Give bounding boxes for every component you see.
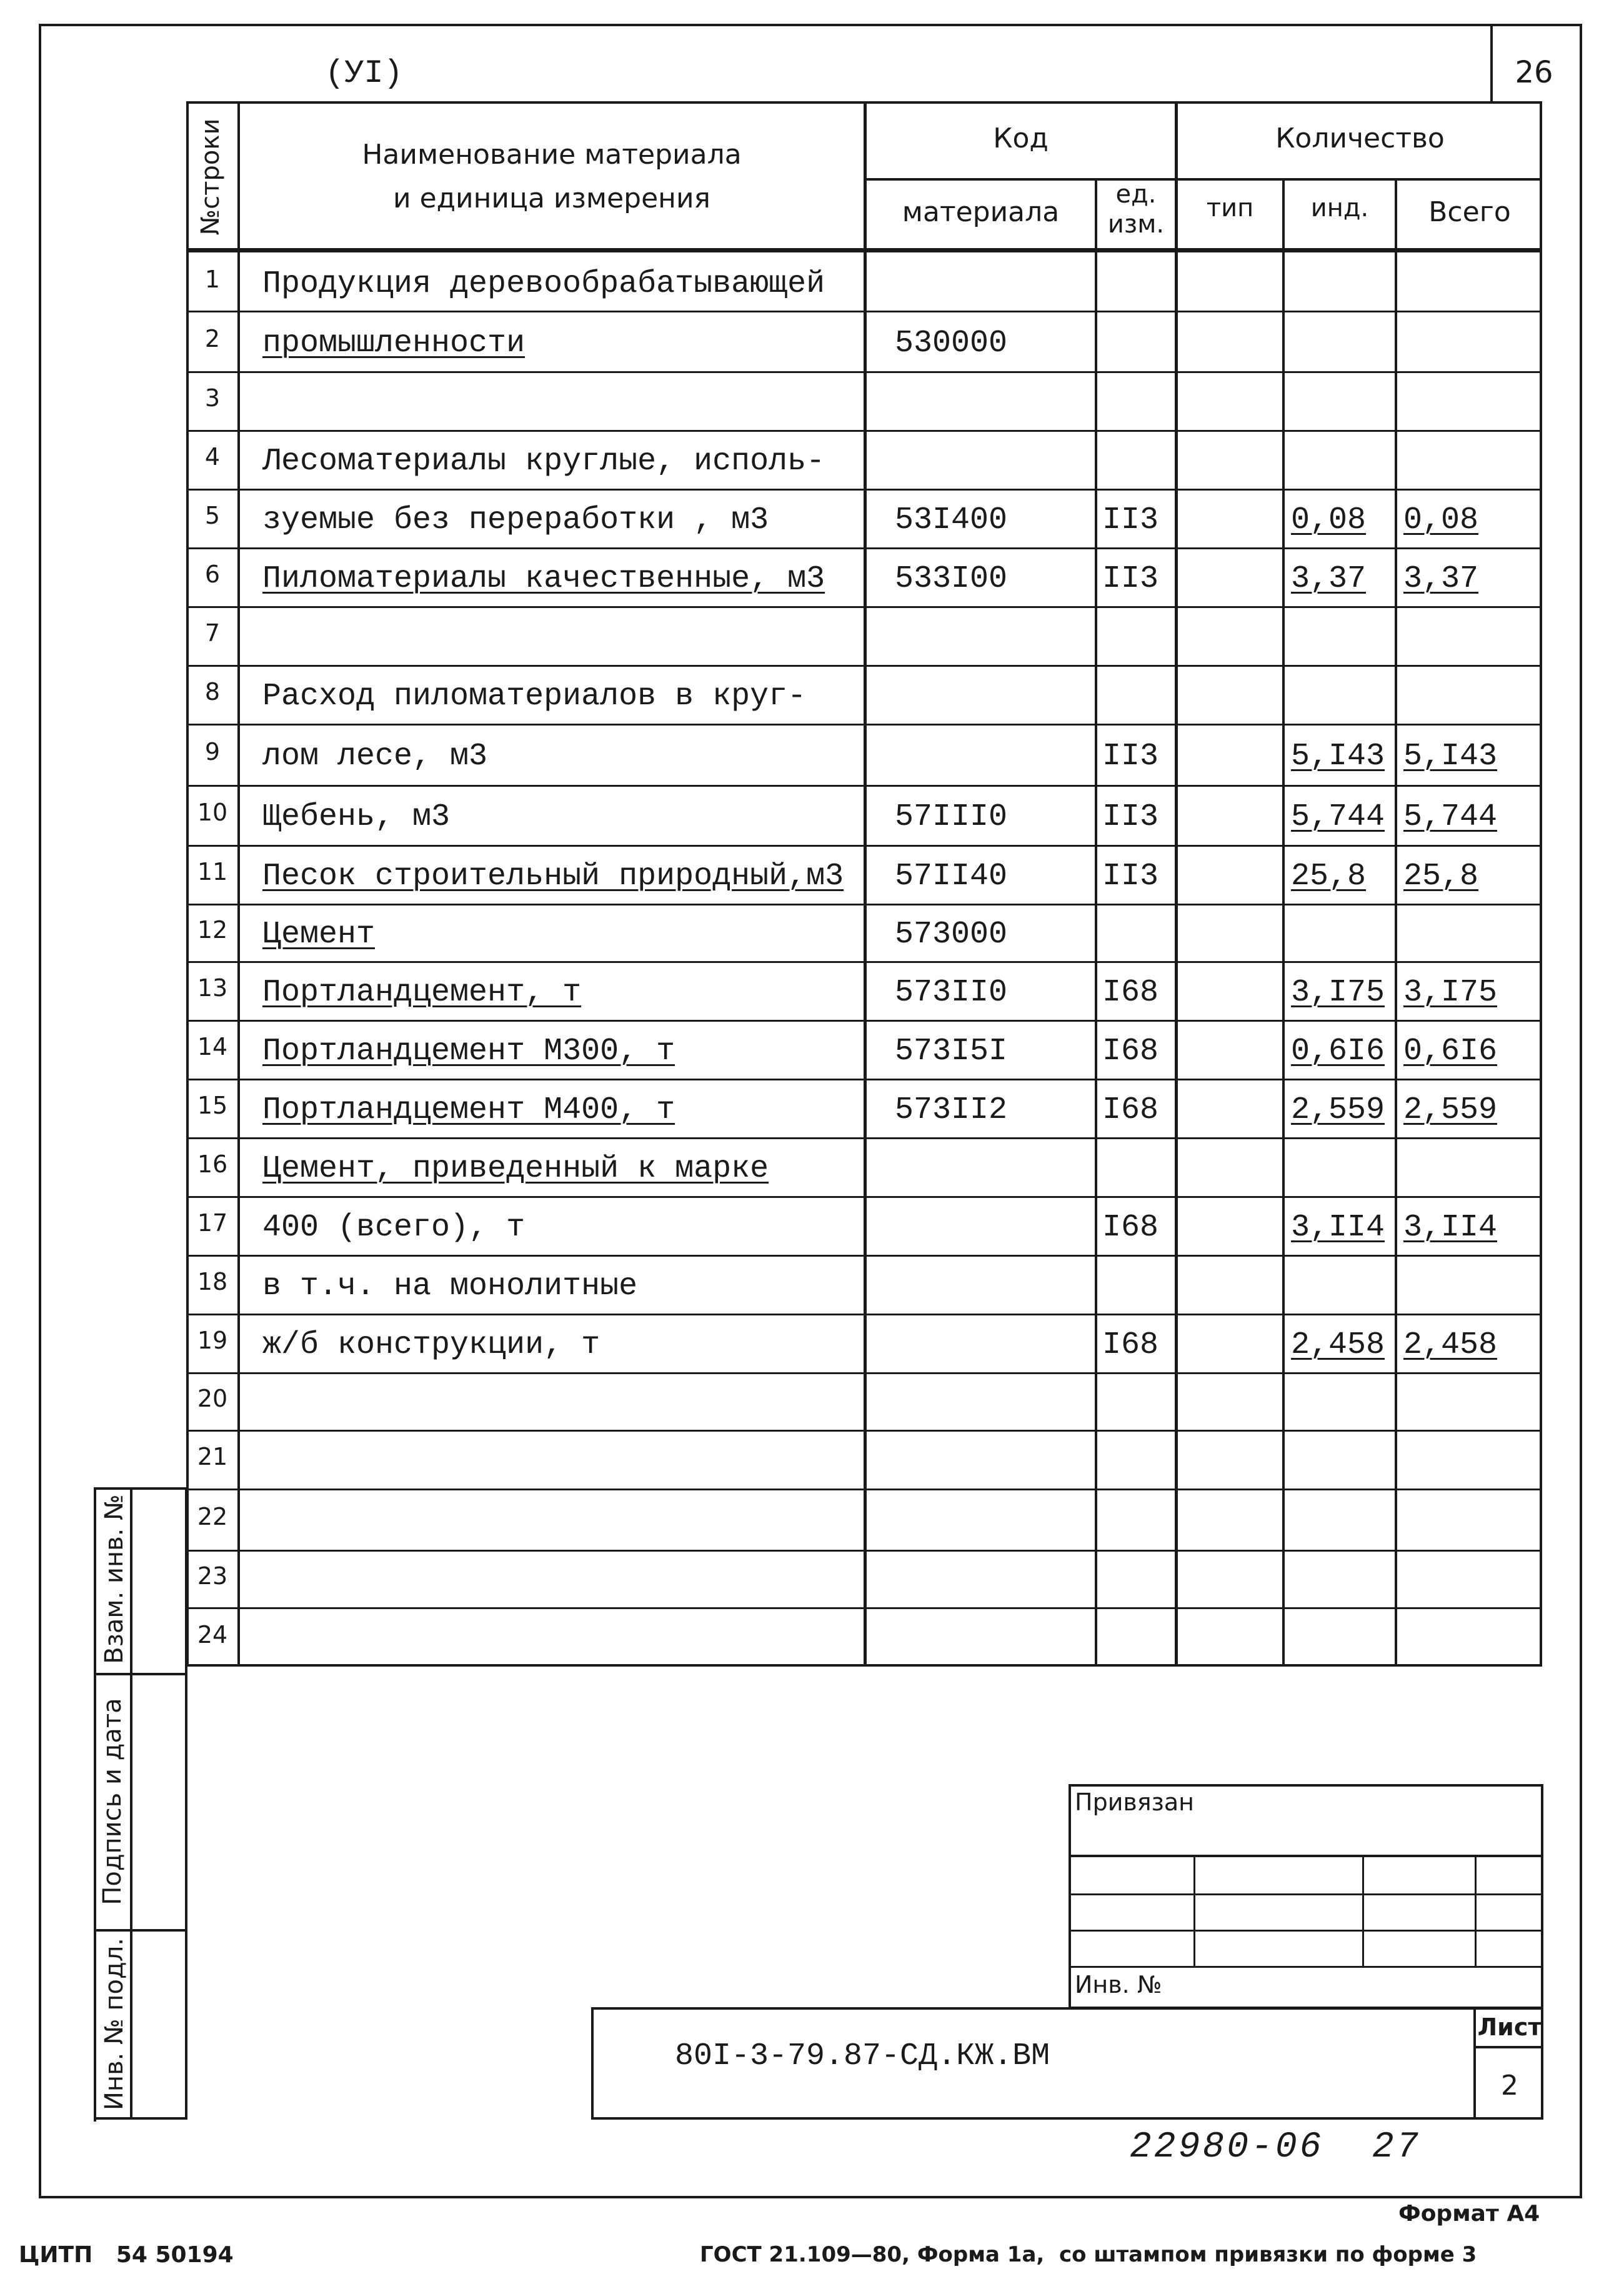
row-divider: [186, 724, 1542, 726]
row-divider: [186, 1489, 1542, 1490]
qty-ind: 2,458: [1291, 1327, 1385, 1363]
side-label-vzam: Взам. инв. №: [100, 1494, 129, 1664]
header-code: Код: [993, 122, 1049, 154]
header-quantity: Количество: [1275, 122, 1445, 154]
row-number: 11: [197, 858, 228, 885]
qty-ind: 3,I75: [1291, 975, 1385, 1010]
list-value: 2: [1501, 2070, 1518, 2102]
header-total: Всего: [1428, 196, 1511, 228]
unit-code: II3: [1102, 739, 1159, 774]
unit-code: II3: [1102, 799, 1159, 835]
qty-total: 0,08: [1403, 502, 1479, 538]
qty-total: 3,I75: [1403, 975, 1498, 1010]
header-name-line1: Наименование материала: [362, 139, 742, 171]
row-divider: [186, 785, 1542, 787]
row-divider: [186, 311, 1542, 312]
qty-ind: 0,08: [1291, 502, 1367, 538]
stamp-privyazan: Привязан: [1075, 1788, 1194, 1816]
stamp-vline-2: [1362, 1855, 1364, 1967]
material-code: 573I5I: [895, 1034, 1008, 1069]
row-number: 21: [197, 1443, 228, 1470]
col-line-name: [864, 101, 867, 1667]
row-number: 4: [204, 443, 221, 471]
qty-ind: 5,I43: [1291, 739, 1385, 774]
material-name: Лесоматериалы круглые, исполь-: [262, 444, 825, 479]
row-number: 19: [197, 1327, 228, 1354]
stamp-line-1: [1069, 1855, 1543, 1857]
material-name: Портландцемент М400, т: [262, 1092, 675, 1128]
material-name: Портландцемент, т: [262, 975, 582, 1010]
material-name: Цемент, приведенный к марке: [262, 1151, 769, 1187]
row-divider: [186, 1550, 1542, 1552]
row-number: 15: [197, 1092, 228, 1119]
material-name: ж/б конструкции, т: [262, 1327, 600, 1363]
stamp-vline-1: [1193, 1855, 1195, 1967]
header-name-line2: и единица измерения: [392, 182, 711, 214]
unit-code: I68: [1102, 1092, 1159, 1128]
unit-code: II3: [1102, 502, 1159, 538]
row-divider: [186, 1430, 1542, 1432]
material-name: Щебень, м3: [262, 799, 451, 835]
list-divider: [1473, 2046, 1543, 2048]
material-name: Пиломатериалы качественные, м3: [262, 561, 825, 597]
material-code: 573000: [895, 917, 1008, 952]
row-divider: [186, 606, 1542, 608]
row-number: 7: [204, 619, 221, 647]
row-number: 6: [204, 561, 221, 588]
unit-code: II3: [1102, 561, 1159, 597]
col-line-ind: [1395, 178, 1397, 1667]
side-stamp-divider-2: [94, 1929, 187, 1932]
format-label: Формат А4: [1398, 2201, 1540, 2227]
qty-total: 3,II4: [1403, 1210, 1498, 1245]
row-divider: [186, 1607, 1542, 1609]
page-number-divider: [1490, 24, 1493, 104]
row-number: 18: [197, 1268, 228, 1295]
qty-total: 3,37: [1403, 561, 1479, 597]
row-divider: [186, 961, 1542, 963]
row-number: 17: [197, 1209, 228, 1237]
header-row-number: №строки: [196, 118, 225, 236]
list-label: Лист: [1477, 2013, 1542, 2041]
row-divider: [186, 665, 1542, 667]
material-name: Портландцемент М300, т: [262, 1034, 675, 1069]
stamp-line-3: [1069, 1930, 1543, 1932]
material-code: 533I00: [895, 561, 1008, 597]
material-name: в т.ч. на монолитные: [262, 1269, 638, 1304]
row-number: 3: [204, 384, 221, 412]
material-name: промышленности: [262, 325, 526, 361]
material-name: зуемые без переработки , м3: [262, 502, 769, 538]
col-line-type: [1282, 178, 1285, 1667]
col-line-unit: [1095, 178, 1097, 1667]
row-number: 14: [197, 1033, 228, 1060]
col-line-rowno: [237, 101, 240, 1667]
side-stamp-divider-1: [94, 1673, 187, 1675]
row-number: 2: [204, 324, 221, 352]
sheet-marker: (УI): [325, 55, 403, 92]
row-divider: [186, 1079, 1542, 1080]
row-number: 13: [197, 974, 228, 1002]
qty-total: 2,458: [1403, 1327, 1498, 1363]
row-number: 22: [197, 1503, 228, 1530]
row-divider: [186, 1020, 1542, 1022]
material-name: 400 (всего), т: [262, 1210, 526, 1245]
material-name: Продукция деревообрабатывающей: [262, 266, 825, 302]
page-number: 26: [1515, 55, 1553, 90]
header-unit-line2: изм.: [1107, 210, 1165, 239]
material-code: 573II0: [895, 975, 1008, 1010]
material-name: Расход пиломатериалов в круг-: [262, 679, 807, 714]
row-number: 23: [197, 1562, 228, 1590]
row-number: 5: [204, 502, 221, 529]
header-unit-line1: ед.: [1115, 180, 1157, 209]
footer-left: ЦИТП 54 50194: [19, 2242, 234, 2268]
material-code: 57III0: [895, 799, 1008, 835]
row-number: 12: [197, 916, 228, 944]
col-line-code: [1175, 101, 1178, 1667]
unit-code: II3: [1102, 859, 1159, 894]
row-number: 8: [204, 678, 221, 706]
unit-code: I68: [1102, 1034, 1159, 1069]
row-number: 9: [204, 738, 221, 765]
stamp-vline-3: [1475, 1855, 1477, 1967]
header-subdivider: [864, 178, 1542, 181]
row-number: 24: [197, 1620, 228, 1648]
row-number: 20: [197, 1385, 228, 1412]
footer-right: ГОСТ 21.109—80, Форма 1а, со штампом привязки по форме 3: [700, 2242, 1477, 2267]
qty-total: 0,6I6: [1403, 1034, 1498, 1069]
row-divider: [186, 1372, 1542, 1374]
material-name: Песок строительный природный,м3: [262, 859, 844, 894]
unit-code: I68: [1102, 1327, 1159, 1363]
qty-total: 5,I43: [1403, 739, 1498, 774]
row-divider: [186, 1137, 1542, 1139]
row-divider: [186, 430, 1542, 432]
row-divider: [186, 1314, 1542, 1315]
stamp-line-2: [1069, 1893, 1543, 1895]
header-type: тип: [1206, 194, 1254, 222]
qty-ind: 5,744: [1291, 799, 1385, 835]
material-code: 57II40: [895, 859, 1008, 894]
handwritten-number: 22980-06 27: [1130, 2127, 1421, 2168]
document-code: 80I-3-79.87-СД.КЖ.ВМ: [675, 2038, 1050, 2074]
row-divider: [186, 489, 1542, 491]
material-name: Цемент: [262, 917, 376, 952]
unit-code: I68: [1102, 1210, 1159, 1245]
side-label-podpis: Подпись и дата: [98, 1698, 127, 1905]
qty-ind: 3,37: [1291, 561, 1367, 597]
row-divider: [186, 547, 1542, 549]
material-code: 53I400: [895, 502, 1008, 538]
material-name: лом лесе, м3: [262, 739, 488, 774]
row-divider: [186, 1255, 1542, 1257]
row-divider: [186, 1196, 1542, 1198]
row-number: 10: [197, 799, 228, 826]
qty-total: 5,744: [1403, 799, 1498, 835]
qty-total: 25,8: [1403, 859, 1479, 894]
qty-ind: 3,II4: [1291, 1210, 1385, 1245]
qty-ind: 2,559: [1291, 1092, 1385, 1128]
header-material: материала: [902, 196, 1060, 228]
qty-total: 2,559: [1403, 1092, 1498, 1128]
unit-code: I68: [1102, 975, 1159, 1010]
row-number: 1: [204, 265, 221, 293]
row-divider: [186, 904, 1542, 905]
stamp-line-4: [1069, 1966, 1543, 1968]
side-label-inv-podl: Инв. № подл.: [100, 1938, 129, 2110]
qty-ind: 0,6I6: [1291, 1034, 1385, 1069]
row-divider: [186, 845, 1542, 847]
stamp-inv-no: Инв. №: [1075, 1971, 1162, 1998]
material-code: 573II2: [895, 1092, 1008, 1128]
row-divider: [186, 371, 1542, 373]
header-ind: инд.: [1310, 194, 1369, 222]
material-code: 530000: [895, 325, 1008, 361]
row-number: 16: [197, 1150, 228, 1178]
qty-ind: 25,8: [1291, 859, 1367, 894]
